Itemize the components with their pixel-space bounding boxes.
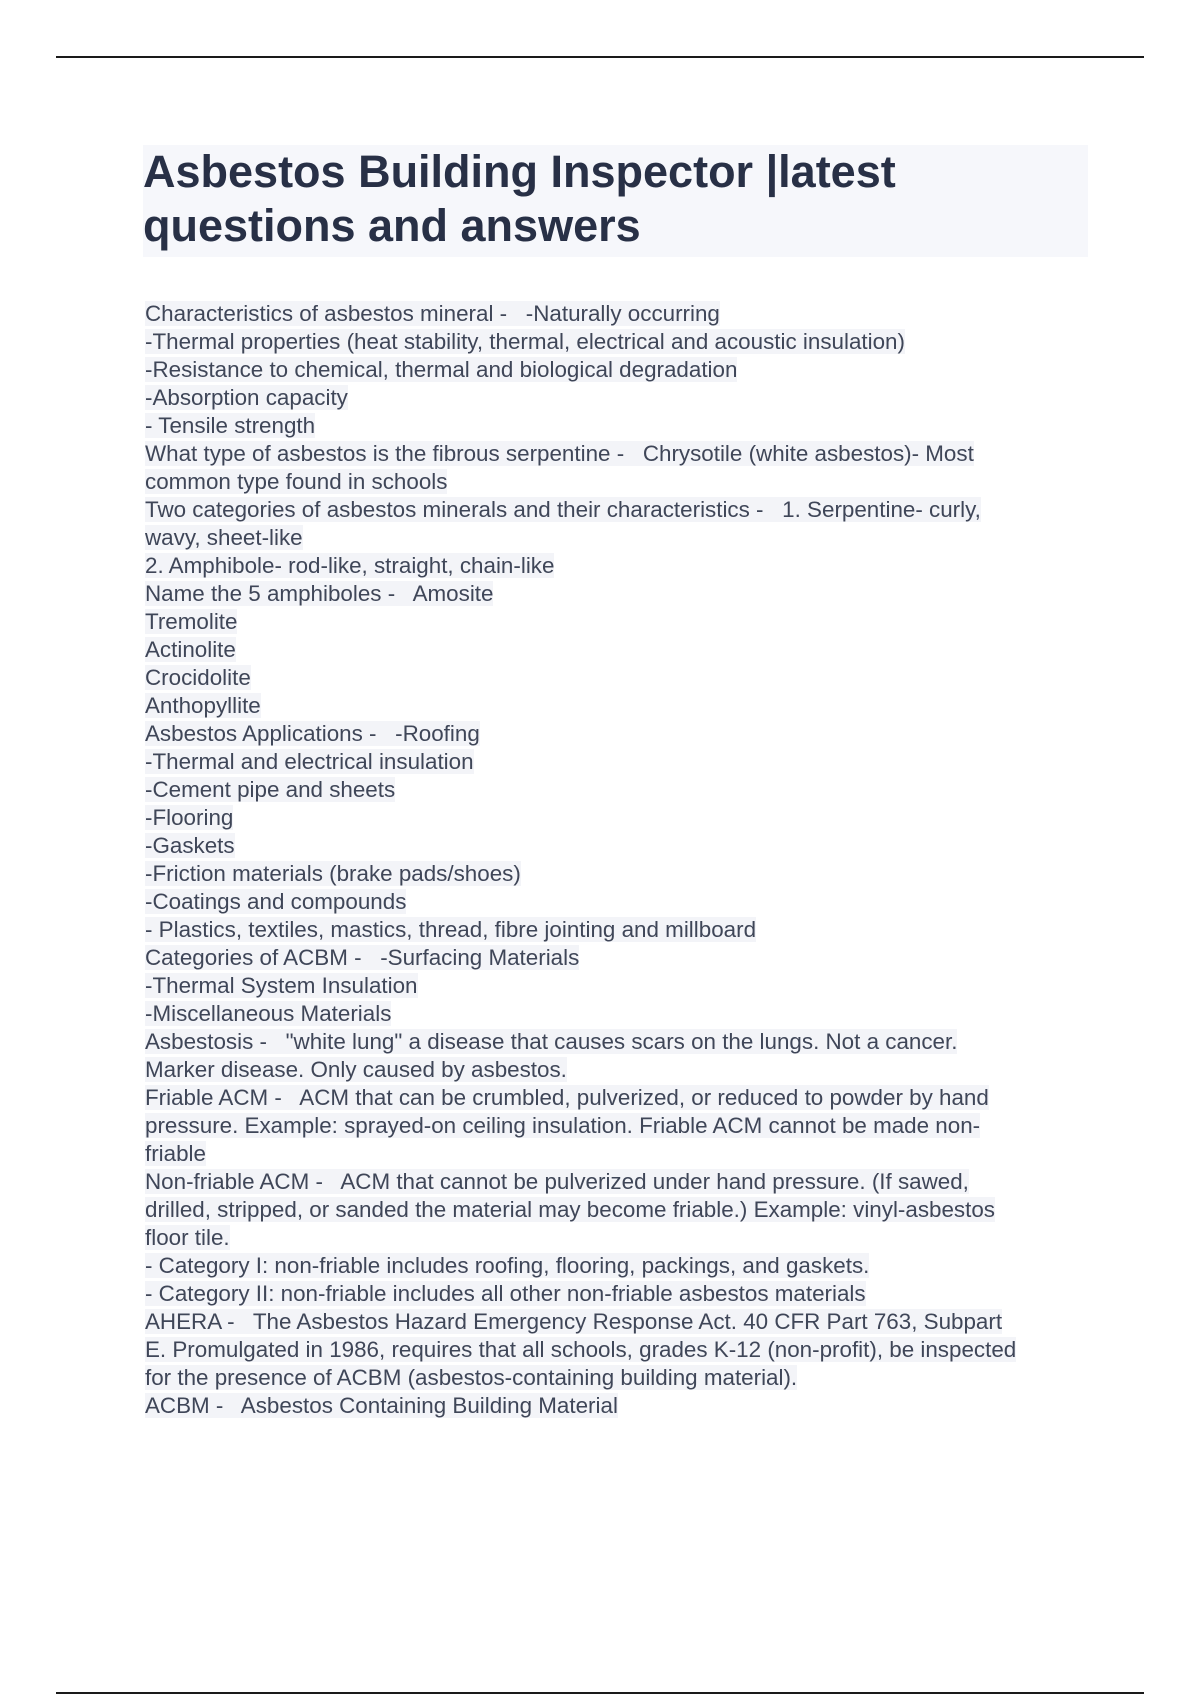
text-line-content: - Category I: non-friable includes roofing, flooring, packings, and gaskets. [145,1253,870,1278]
qa-body [145,300,1095,1420]
text-line-content: - Tensile strength [145,413,316,438]
page-title: Asbestos Building Inspector |latest questions and answers [143,146,896,251]
text-line [145,1392,1095,1420]
text-line-content: common type found in schools [145,469,448,494]
text-line [145,692,1095,720]
text-line [145,1028,1095,1056]
text-line-content: E. Promulgated in 1986, requires that all schools, grades K-12 (non-profit), be inspected [145,1337,1017,1362]
text-line [145,468,1095,496]
title-block [143,145,1088,257]
text-line [145,1000,1095,1028]
text-line [145,832,1095,860]
text-line [145,1196,1095,1224]
text-line-content: Friable ACM - ACM that can be crumbled, pulverized, or reduced to powder by hand [145,1085,989,1110]
text-line-content: -Coatings and compounds [145,889,407,914]
text-line [145,1056,1095,1084]
text-line-content: ACBM - Asbestos Containing Building Material [145,1393,618,1418]
text-line [145,580,1095,608]
text-line-content: drilled, stripped, or sanded the material may become friable.) Example: vinyl-asbestos [145,1197,995,1222]
text-line-content: - Category II: non-friable includes all other non-friable asbestos materials [145,1281,866,1306]
text-line [145,412,1095,440]
text-line-content: - Plastics, textiles, mastics, thread, fibre jointing and millboard [145,917,757,942]
text-line-content: -Friction materials (brake pads/shoes) [145,861,521,886]
text-line [145,776,1095,804]
text-line-content: 2. Amphibole- rod-like, straight, chain-like [145,553,555,578]
text-line-content: wavy, sheet-like [145,525,303,550]
bottom-rule [56,1692,1144,1694]
text-line-content: Tremolite [145,609,238,634]
text-line [145,300,1095,328]
text-line-content: -Absorption capacity [145,385,348,410]
text-line-content: Marker disease. Only caused by asbestos. [145,1057,567,1082]
text-line [145,1084,1095,1112]
text-line-content: -Cement pipe and sheets [145,777,396,802]
text-line-content: AHERA - The Asbestos Hazard Emergency Response Act. 40 CFR Part 763, Subpart [145,1309,1003,1334]
text-line [145,972,1095,1000]
text-line [145,496,1095,524]
text-line [145,804,1095,832]
text-line-content: friable [145,1141,206,1166]
text-line [145,384,1095,412]
text-line-content: Asbestos Applications - -Roofing [145,721,480,746]
text-line [145,1140,1095,1168]
text-line [145,888,1095,916]
text-line [145,328,1095,356]
text-line [145,860,1095,888]
text-line-content: for the presence of ACBM (asbestos-containing building material). [145,1365,798,1390]
text-line [145,1112,1095,1140]
text-line-content: -Flooring [145,805,234,830]
text-line-content: pressure. Example: sprayed-on ceiling insulation. Friable ACM cannot be made non- [145,1113,981,1138]
text-line-content: Non-friable ACM - ACM that cannot be pulverized under hand pressure. (If sawed, [145,1169,969,1194]
text-line [145,440,1095,468]
text-line-content: -Thermal System Insulation [145,973,418,998]
text-line-content: Categories of ACBM - -Surfacing Materials [145,945,580,970]
text-line-content: -Resistance to chemical, thermal and biological degradation [145,357,738,382]
text-line [145,1336,1095,1364]
text-line [145,1364,1095,1392]
text-line [145,916,1095,944]
text-line-content: Crocidolite [145,665,251,690]
text-line-content: -Thermal properties (heat stability, thermal, electrical and acoustic insulation) [145,329,905,354]
text-line [145,664,1095,692]
text-line-content: Anthopyllite [145,693,261,718]
text-line [145,636,1095,664]
text-line-content: Name the 5 amphiboles - Amosite [145,581,494,606]
text-line-content: -Thermal and electrical insulation [145,749,474,774]
text-line-content: Asbestosis - "white lung" a disease that causes scars on the lungs. Not a cancer. [145,1029,958,1054]
text-line-content: floor tile. [145,1225,230,1250]
text-line [145,608,1095,636]
text-line [145,1224,1095,1252]
text-line [145,524,1095,552]
text-line [145,1308,1095,1336]
text-line-content: Actinolite [145,637,236,662]
text-line [145,720,1095,748]
top-rule [56,56,1144,58]
text-line [145,552,1095,580]
text-line [145,1252,1095,1280]
text-line-content: -Miscellaneous Materials [145,1001,392,1026]
text-line-content: -Gaskets [145,833,235,858]
text-line [145,748,1095,776]
text-line [145,1280,1095,1308]
text-line-content: Two categories of asbestos minerals and their characteristics - 1. Serpentine- curly, [145,497,981,522]
text-line [145,944,1095,972]
text-line [145,1168,1095,1196]
text-line-content: What type of asbestos is the fibrous serpentine - Chrysotile (white asbestos)- Most [145,441,974,466]
text-line-content: Characteristics of asbestos mineral - -Naturally occurring [145,301,720,326]
text-line [145,356,1095,384]
